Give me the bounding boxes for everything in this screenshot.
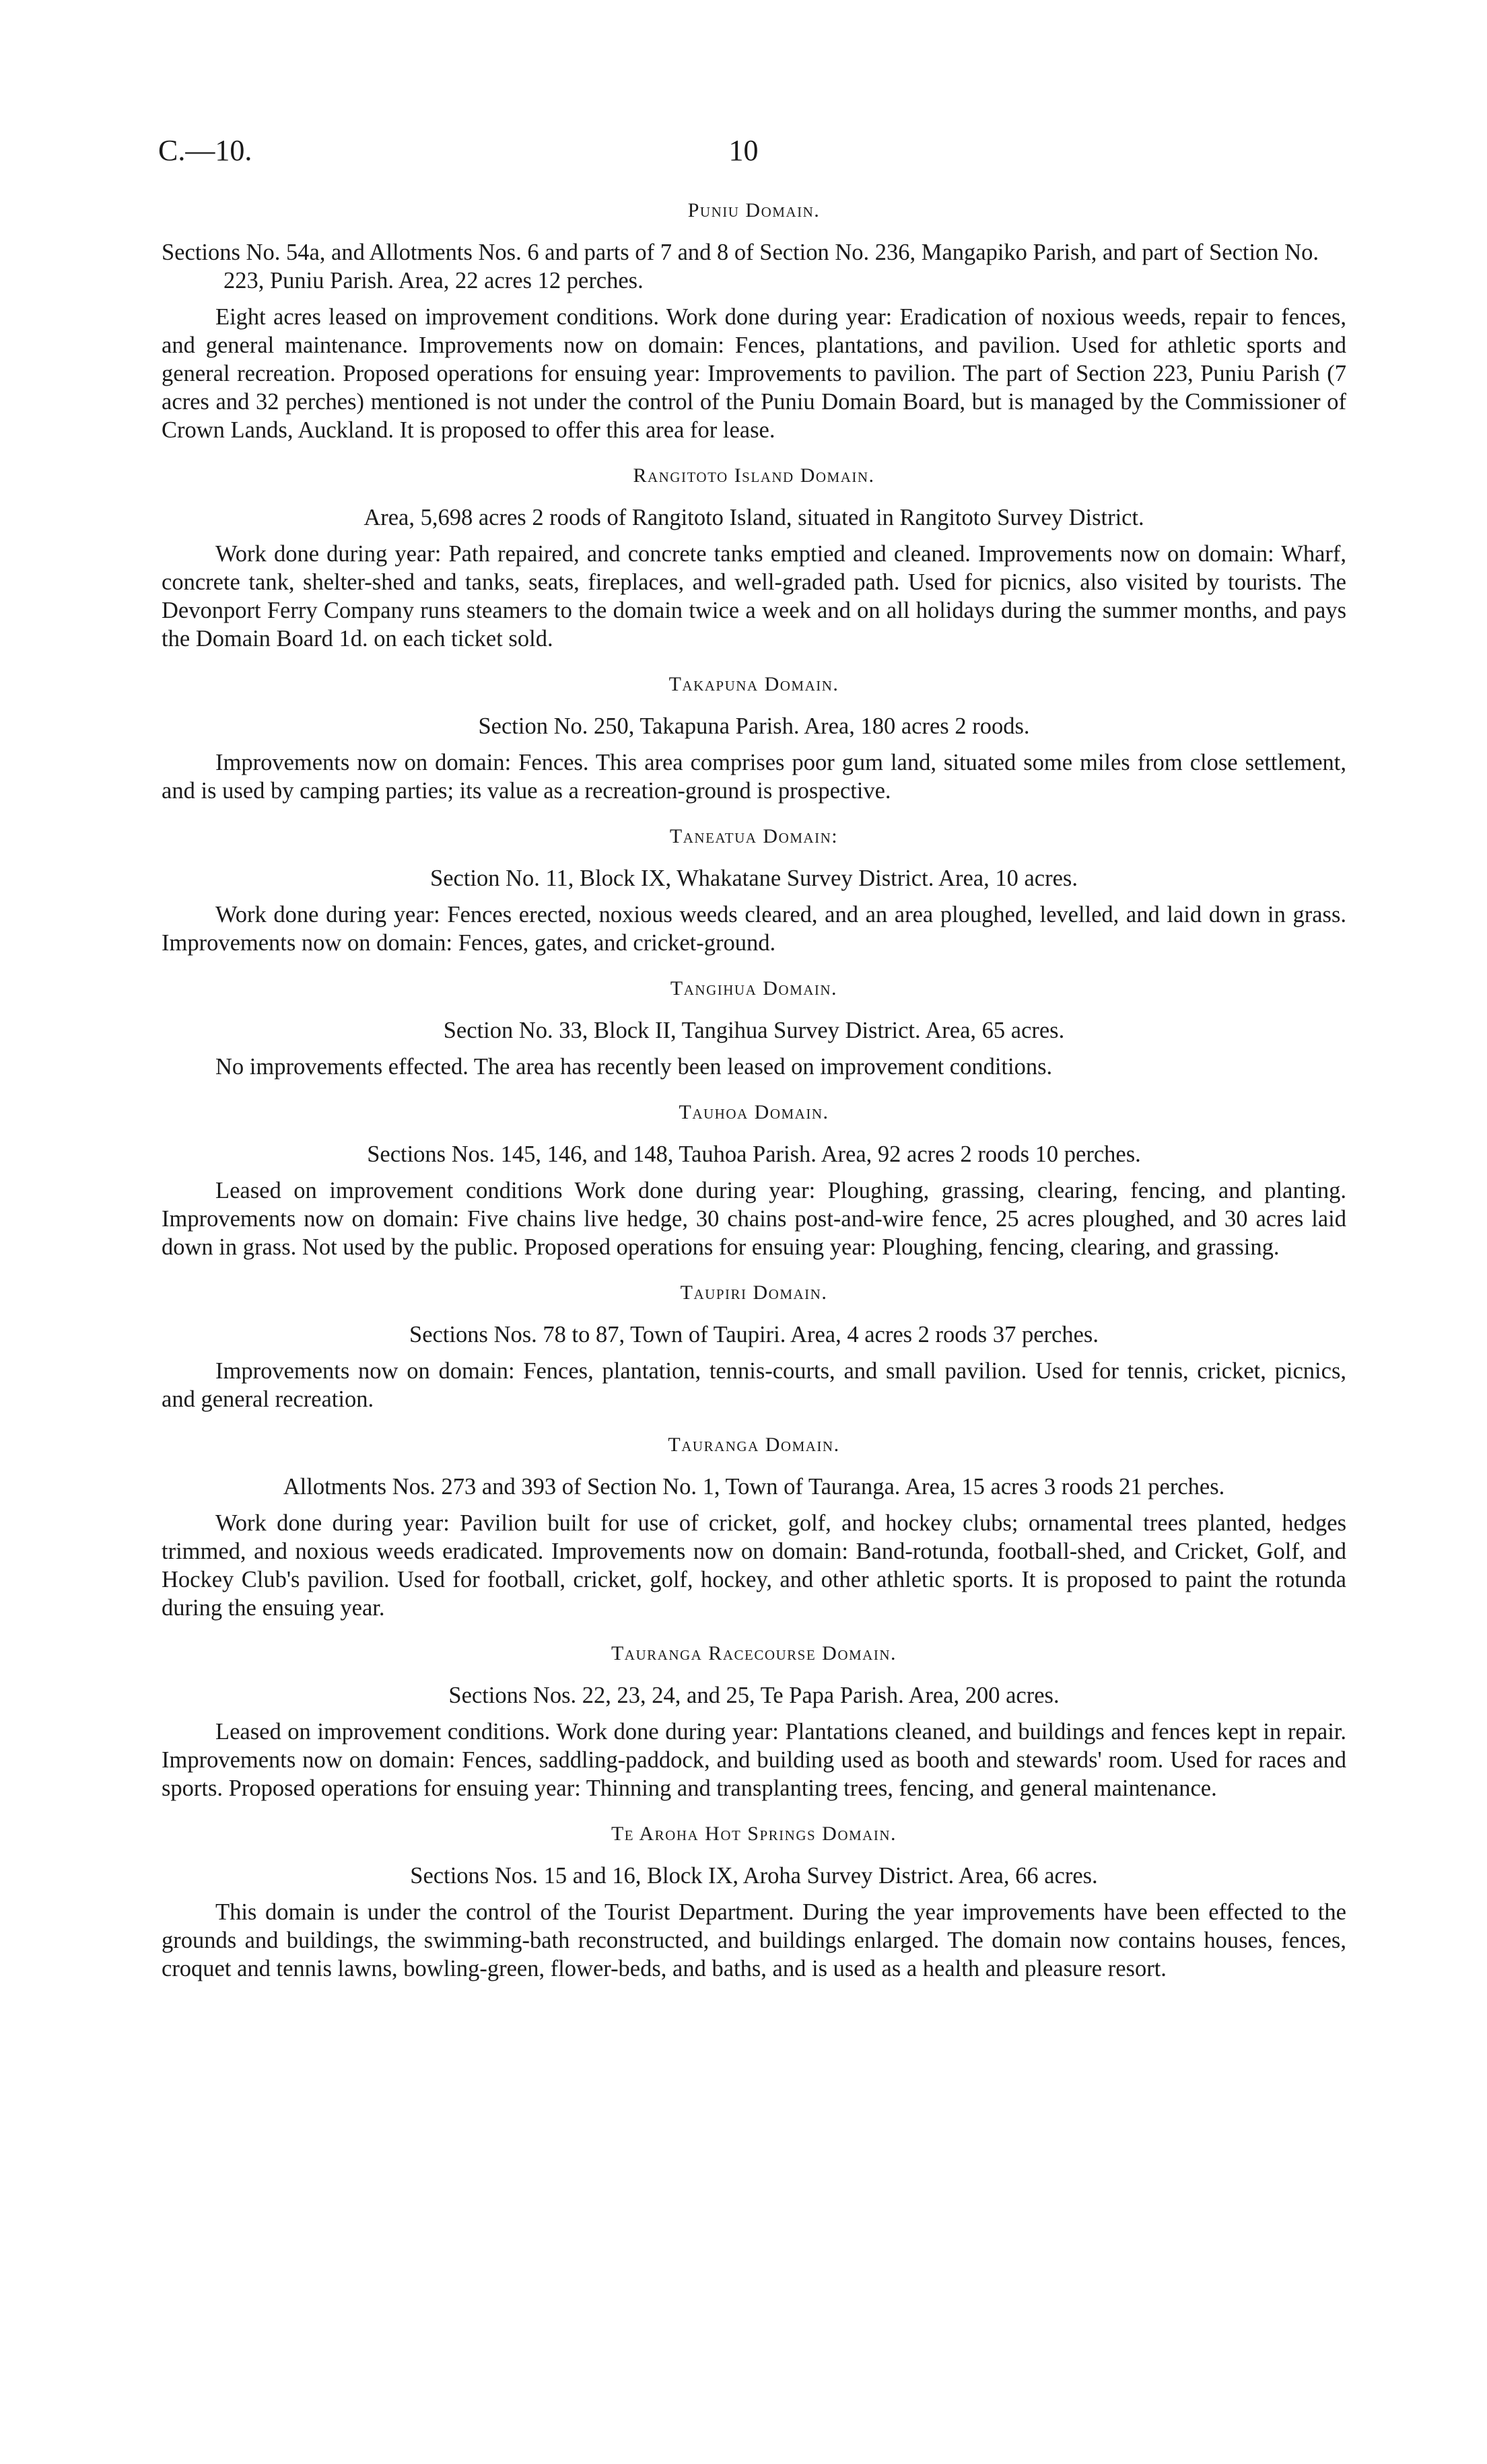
domain-description: Section No. 11, Block IX, Whakatane Survey District. Area, 10 acres.	[430, 866, 1078, 891]
domain-body: Leased on improvement conditions. Work done during year: Plantations cleaned, and buildings and fences kept in repair. Improvements now on domain: Fences, saddling-paddock, and building used as booth and stewards' room. Used for races and sports. Proposed operations for ensuing year: Thinning and transplanting trees, fencing, and general maintenance.	[162, 1719, 1346, 1801]
domain-section-puniu	[162, 197, 1346, 444]
domain-description: Sections Nos. 22, 23, 24, and 25, Te Papa Parish. Area, 200 acres.	[448, 1683, 1060, 1708]
domain-title: Taupiri Domain.	[680, 1281, 828, 1304]
domain-title: Puniu Domain.	[687, 199, 821, 221]
domain-section-taneatua	[162, 822, 1346, 957]
domain-description: Section No. 33, Block II, Tangihua Survey District. Area, 65 acres.	[443, 1018, 1065, 1043]
domain-title: Rangitoto Island Domain.	[633, 464, 875, 487]
domain-body: Improvements now on domain: Fences. This area comprises poor gum land, situated some miles from close settlement, and is used by camping parties; its value as a recreation-ground is prospective.	[162, 750, 1346, 804]
domain-body: Improvements now on domain: Fences, plantation, tennis-courts, and small pavilion. Used for tennis, cricket, picnics, and general recreation.	[162, 1358, 1346, 1412]
page-content	[162, 197, 1346, 2000]
domain-section-taupiri	[162, 1279, 1346, 1413]
domain-description: Sections No. 54a, and Allotments Nos. 6 and parts of 7 and 8 of Section No. 236, Mangapiko Parish, and part of Section No. 223, Puniu Parish. Area, 22 acres 12 perches.	[162, 240, 1319, 293]
domain-body: No improvements effected. The area has recently been leased on improvement conditions.	[215, 1054, 1053, 1080]
domain-section-te-aroha	[162, 1820, 1346, 1983]
domain-title: Te Aroha Hot Springs Domain.	[611, 1823, 897, 1845]
page-header	[158, 133, 1329, 174]
domain-title: Tangihua Domain.	[670, 977, 838, 999]
domain-description: Allotments Nos. 273 and 393 of Section No. 1, Town of Tauranga. Area, 15 acres 3 roods 21 perches.	[283, 1474, 1225, 1500]
domain-section-takapuna	[162, 670, 1346, 805]
domain-body: Work done during year: Fences erected, noxious weeds cleared, and an area ploughed, levelled, and laid down in grass. Improvements now on domain: Fences, gates, and cricket-ground.	[162, 902, 1346, 956]
domain-title: Tauranga Racecourse Domain.	[611, 1642, 897, 1664]
domain-description: Section No. 250, Takapuna Parish. Area, 180 acres 2 roods.	[478, 713, 1030, 739]
document-reference: C.—10.	[158, 134, 252, 167]
domain-section-tauranga-racecourse	[162, 1640, 1346, 1802]
domain-body: Leased on improvement conditions Work done during year: Ploughing, grassing, clearing, fencing, and planting. Improvements now on domain: Five chains live hedge, 30 chains post-and-wire fence, 25 acres ploughed, and 30 acres laid down in grass. Not used by the public. Proposed operations for ensuing year: Ploughing, fencing, clearing, and grassing.	[162, 1178, 1346, 1260]
page-number: 10	[728, 134, 759, 167]
domain-body: Work done during year: Pavilion built for use of cricket, golf, and hockey clubs; ornamental trees planted, hedges trimmed, and noxious weeds eradicated. Improvements now on domain: Band-rotunda, football-shed, and Cricket, Golf, and Hockey Club's pavilion. Used for football, cricket, golf, hockey, and other athletic sports. It is proposed to paint the rotunda during the ensuing year.	[162, 1510, 1346, 1621]
domain-description: Sections Nos. 15 and 16, Block IX, Aroha Survey District. Area, 66 acres.	[410, 1863, 1098, 1889]
domain-section-tangihua	[162, 975, 1346, 1081]
domain-description: Area, 5,698 acres 2 roods of Rangitoto Island, situated in Rangitoto Survey District.	[364, 505, 1144, 530]
domain-body: Eight acres leased on improvement conditions. Work done during year: Eradication of noxious weeds, repair to fences, and general maintenance. Improvements now on domain: Fences, plantations, and pavilion. Used for athletic sports and general recreation. Proposed operations for ensuing year: Improvements to pavilion. The part of Section 223, Puniu Parish (7 acres and 32 perches) mentioned is not under the control of the Puniu Domain Board, but is managed by the Commissioner of Crown Lands, Auckland. It is proposed to offer this area for lease.	[162, 304, 1346, 443]
domain-description: Sections Nos. 78 to 87, Town of Taupiri. Area, 4 acres 2 roods 37 perches.	[409, 1322, 1099, 1347]
domain-title: Takapuna Domain.	[668, 673, 839, 695]
domain-title: Taneatua Domain:	[669, 825, 839, 847]
domain-description: Sections Nos. 145, 146, and 148, Tauhoa Parish. Area, 92 acres 2 roods 10 perches.	[367, 1141, 1141, 1167]
domain-section-tauranga	[162, 1431, 1346, 1622]
domain-section-tauhoa	[162, 1098, 1346, 1261]
domain-title: Tauranga Domain.	[668, 1434, 840, 1456]
domain-body: This domain is under the control of the Tourist Department. During the year improvements have been effected to the grounds and buildings, the swimming-bath reconstructed, and buildings enlarged. The domain now contains houses, fences, croquet and tennis lawns, bowling-green, flower-beds, and baths, and is used as a health and pleasure resort.	[162, 1899, 1346, 1981]
domain-section-rangitoto	[162, 462, 1346, 653]
domain-body: Work done during year: Path repaired, and concrete tanks emptied and cleaned. Improvements now on domain: Wharf, concrete tank, shelter-shed and tanks, seats, fireplaces, and well-graded path. Used for picnics, also visited by tourists. The Devonport Ferry Company runs steamers to the domain twice a week and on all holidays during the summer months, and pays the Domain Board 1d. on each ticket sold.	[162, 541, 1346, 652]
domain-title: Tauhoa Domain.	[679, 1101, 829, 1123]
